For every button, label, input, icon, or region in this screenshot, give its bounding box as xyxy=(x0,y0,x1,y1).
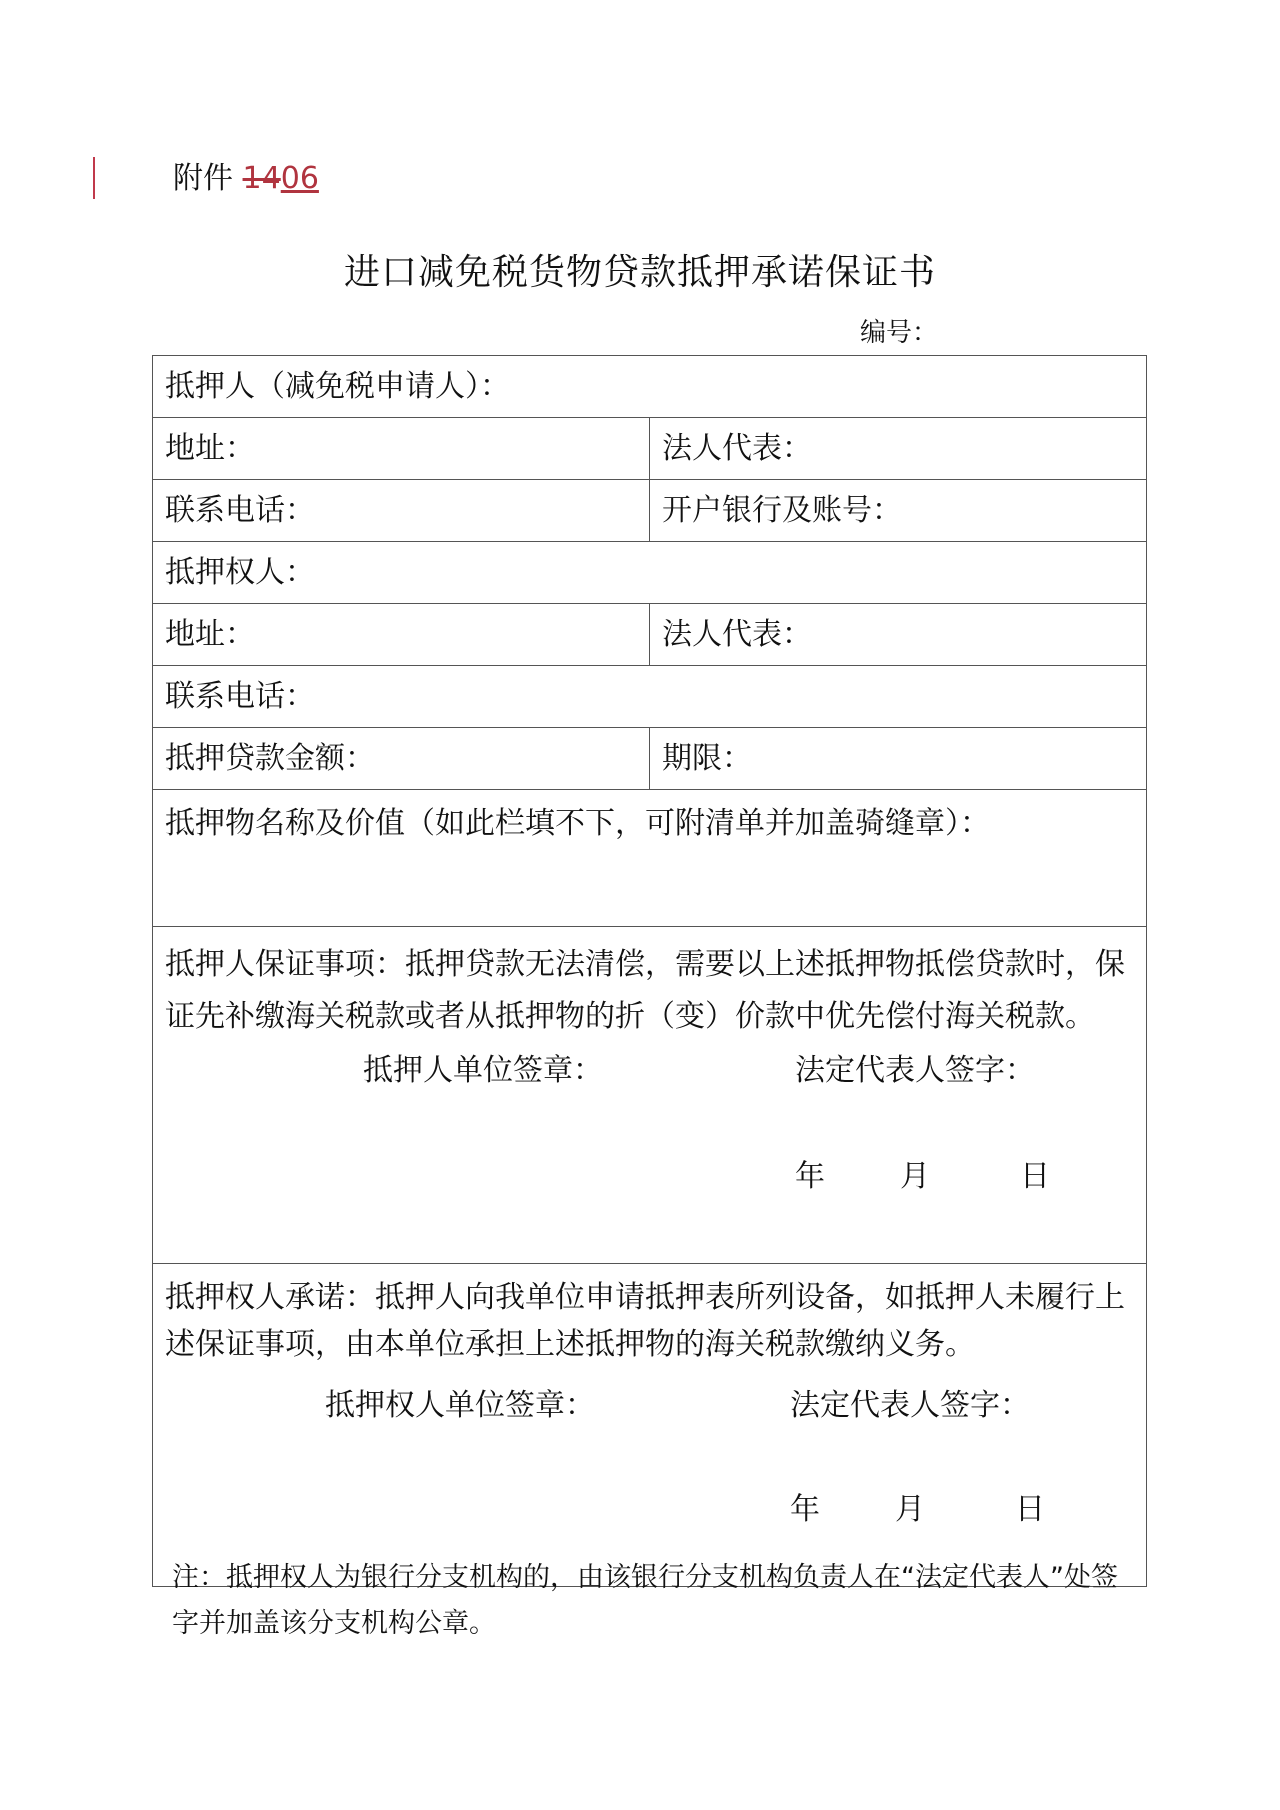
inserted-number: 06 xyxy=(280,161,319,196)
mortgagor-address-field: 地址： xyxy=(153,418,650,480)
date-year: 年 xyxy=(795,1159,825,1194)
commitment-section xyxy=(153,1264,1147,1587)
mortgagor-legal-rep-field: 法人代表： xyxy=(650,418,1147,480)
mortgagee-rep-sign-label: 法定代表人签字： xyxy=(790,1388,1030,1423)
mortgage-form-table xyxy=(152,355,1147,1587)
guarantee-section xyxy=(153,927,1147,1264)
table-row xyxy=(153,356,1147,418)
mortgagee-legal-rep-field: 法人代表： xyxy=(650,604,1147,666)
table-row xyxy=(153,728,1147,790)
mortgagor-bank-field: 开户银行及账号： xyxy=(650,480,1147,542)
date-day: 日 xyxy=(1020,1159,1050,1194)
mortgagor-rep-sign-label: 法定代表人签字： xyxy=(795,1053,1035,1088)
table-row xyxy=(153,480,1147,542)
mortgagor-signature-area xyxy=(165,1043,1134,1211)
mortgagee-seal-label: 抵押权人单位签章： xyxy=(325,1388,595,1423)
mortgagee-signature-area xyxy=(165,1368,1134,1558)
mortgagor-seal-label: 抵押人单位签章： xyxy=(363,1053,603,1088)
collateral-field: 抵押物名称及价值（如此栏填不下，可附清单并加盖骑缝章）： xyxy=(153,790,1147,927)
commitment-text: 抵押权人承诺：抵押人向我单位申请抵押表所列设备，如抵押人未履行上述保证事项，由本单位承担上述抵押物的海关税款缴纳义务。 xyxy=(165,1280,1125,1362)
loan-amount-field: 抵押贷款金额： xyxy=(153,728,650,790)
table-row xyxy=(153,418,1147,480)
page-title: 进口减免税货物贷款抵押承诺保证书 xyxy=(343,252,936,293)
guarantee-text: 抵押人保证事项：抵押贷款无法清偿，需要以上述抵押物抵偿贷款时，保证先补缴海关税款或者从抵押物的折（变）价款中优先偿付海关税款。 xyxy=(165,947,1125,1034)
mortgagor-field: 抵押人（减免税申请人）： xyxy=(153,356,1147,418)
table-row xyxy=(153,542,1147,604)
deleted-number: 14 xyxy=(242,161,281,196)
table-row xyxy=(153,604,1147,666)
date-year: 年 xyxy=(790,1492,820,1527)
table-row xyxy=(153,1264,1147,1587)
footnote: 注：抵押权人为银行分支机构的，由该银行分支机构负责人在“法定代表人”处签字并加盖该分支机构公章。 xyxy=(172,1562,1118,1639)
date-month: 月 xyxy=(900,1159,930,1194)
mortgagee-phone-field: 联系电话： xyxy=(153,666,1147,728)
mortgagee-field: 抵押权人： xyxy=(153,542,1147,604)
mortgagee-address-field: 地址： xyxy=(153,604,650,666)
table-row xyxy=(153,927,1147,1264)
table-row xyxy=(153,790,1147,927)
attachment-label xyxy=(173,158,319,200)
revision-change-bar xyxy=(93,157,95,199)
table-row xyxy=(153,666,1147,728)
term-field: 期限： xyxy=(650,728,1147,790)
attachment-text: 附件 xyxy=(173,161,233,196)
date-month: 月 xyxy=(895,1492,925,1527)
serial-number-label: 编号： xyxy=(860,318,939,348)
date-day: 日 xyxy=(1015,1492,1045,1527)
mortgagor-phone-field: 联系电话： xyxy=(153,480,650,542)
